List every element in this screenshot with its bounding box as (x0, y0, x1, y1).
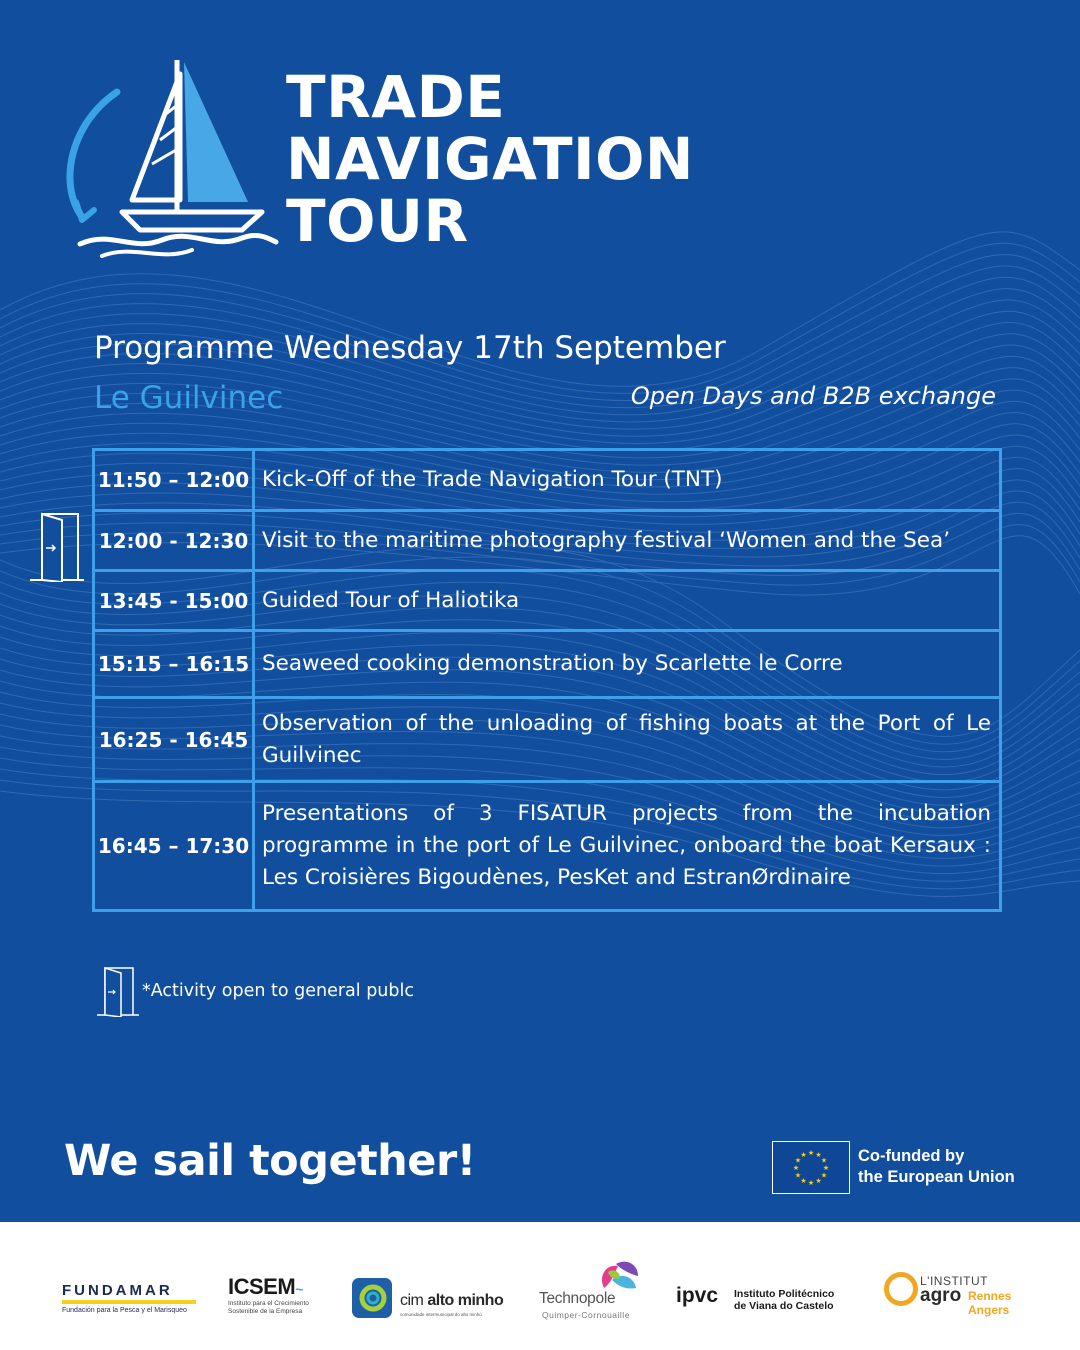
eu-star-icon: ★ (815, 1177, 822, 1185)
technopole-mark-icon (594, 1258, 644, 1294)
wave-line (0, 243, 1080, 393)
eu-star-icon: ★ (792, 1164, 800, 1172)
cim-alto-minho-logo (352, 1276, 512, 1318)
ipvc-line-1: Instituto Politécnico (734, 1288, 835, 1300)
cim-name-a: cim (400, 1292, 424, 1309)
agro-top: L'INSTITUT (920, 1274, 988, 1288)
schedule-time: 16:25 - 16:45 (94, 698, 254, 782)
eu-star-icon: ★ (794, 1171, 802, 1180)
cim-badge-icon (352, 1278, 392, 1318)
schedule-activity: Observation of the unloading of fishing boats at the Port of Le Guilvinec (254, 698, 1001, 782)
eu-star-icon: ★ (800, 1177, 807, 1185)
schedule-activity: Visit to the maritime photography festival ‘Women and the Sea’ (254, 511, 1001, 571)
title-line-1: TRADE (286, 63, 506, 131)
technopole-name: Technopole (539, 1290, 616, 1307)
schedule-time: 11:50 – 12:00 (94, 450, 254, 511)
sailboat-logo-icon (62, 52, 284, 262)
schedule-row (94, 511, 1001, 571)
fundamar-sub: Fundación para la Pesca y el Marisqueo (62, 1307, 187, 1314)
eu-line-1: Co-funded by (858, 1147, 965, 1165)
agro-ring-icon (884, 1272, 918, 1306)
schedule-time: 16:45 – 17:30 (94, 782, 254, 911)
fundamar-logo (62, 1282, 196, 1314)
technopole-logo (536, 1258, 646, 1328)
schedule-activity: Presentations of 3 FISATUR projects from the incubation programme in the port of Le Guilvinec, onboard the boat Kersaux : Les Croisières Bigoudènes, PesKet and EstranØrdinaire (254, 782, 1001, 911)
schedule-activity: Guided Tour of Haliotika (254, 571, 1001, 631)
icsem-wave-icon: ~ (295, 1281, 303, 1297)
agro-word: agro (920, 1285, 962, 1306)
legend-text: *Activity open to general publc (142, 981, 414, 1001)
schedule-row (94, 698, 1001, 782)
icsem-name-text: ICSEM (228, 1274, 296, 1299)
technopole-sub: Quimper-Cornouaille (542, 1310, 630, 1320)
ipvc-logo (676, 1284, 856, 1318)
fundamar-name: FUNDAMAR (62, 1282, 196, 1304)
schedule-row (94, 571, 1001, 631)
icsem-sub-1: Instituto para el Crecimiento (228, 1300, 309, 1307)
eu-flag-icon (772, 1141, 850, 1194)
eu-star-icon: ★ (822, 1164, 830, 1172)
schedule-row (94, 631, 1001, 698)
cim-name (400, 1292, 503, 1310)
location-label: Le Guilvinec (94, 380, 284, 416)
icsem-logo (228, 1274, 328, 1316)
eu-star-icon: ★ (800, 1151, 807, 1159)
schedule-time: 12:00 - 12:30 (94, 511, 254, 571)
eu-star-icon: ★ (807, 1179, 815, 1187)
eu-star-icon: ★ (815, 1151, 822, 1159)
event-subtitle: Open Days and B2B exchange (630, 382, 996, 410)
agro-city-1: Rennes (968, 1289, 1012, 1303)
schedule-table (92, 448, 1002, 912)
schedule-time: 15:15 – 16:15 (94, 631, 254, 698)
wave-line (0, 255, 1080, 401)
eu-funding-label (858, 1146, 1015, 1188)
schedule-time: 13:45 - 15:00 (94, 571, 254, 631)
eu-star-icon: ★ (807, 1149, 815, 1157)
partner-logos (0, 1222, 1080, 1350)
ipvc-abbr: ipvc (676, 1284, 719, 1307)
legend-door-icon (95, 965, 141, 1017)
title-line-2: NAVIGATION (286, 125, 694, 193)
eu-line-2: the European Union (858, 1168, 1015, 1186)
slogan: We sail together! (64, 1136, 476, 1186)
cim-sub: comunidade intermunicipal do alto minho (400, 1312, 482, 1317)
institut-agro-logo (884, 1272, 1024, 1322)
eu-star-icon: ★ (820, 1171, 828, 1180)
door-open-icon (28, 510, 86, 582)
ipvc-name (734, 1288, 834, 1312)
schedule-activity: Seaweed cooking demonstration by Scarlette le Corre (254, 631, 1001, 698)
ipvc-line-2: de Viana do Castelo (734, 1300, 834, 1312)
cim-name-b: alto minho (427, 1292, 504, 1309)
icsem-sub-2: Sostenible de la Empresa (228, 1308, 303, 1315)
schedule-row (94, 782, 1001, 911)
agro-city-2: Angers (968, 1303, 1010, 1317)
schedule-activity: Kick-Off of the Trade Navigation Tour (TNT) (254, 450, 1001, 511)
title-line-3: TOUR (286, 187, 469, 255)
eu-star-icon: ★ (820, 1156, 828, 1165)
schedule-row (94, 450, 1001, 511)
programme-heading: Programme Wednesday 17th September (94, 330, 726, 366)
icsem-name (228, 1274, 328, 1300)
event-title (286, 63, 694, 255)
eu-star-icon: ★ (794, 1156, 802, 1165)
